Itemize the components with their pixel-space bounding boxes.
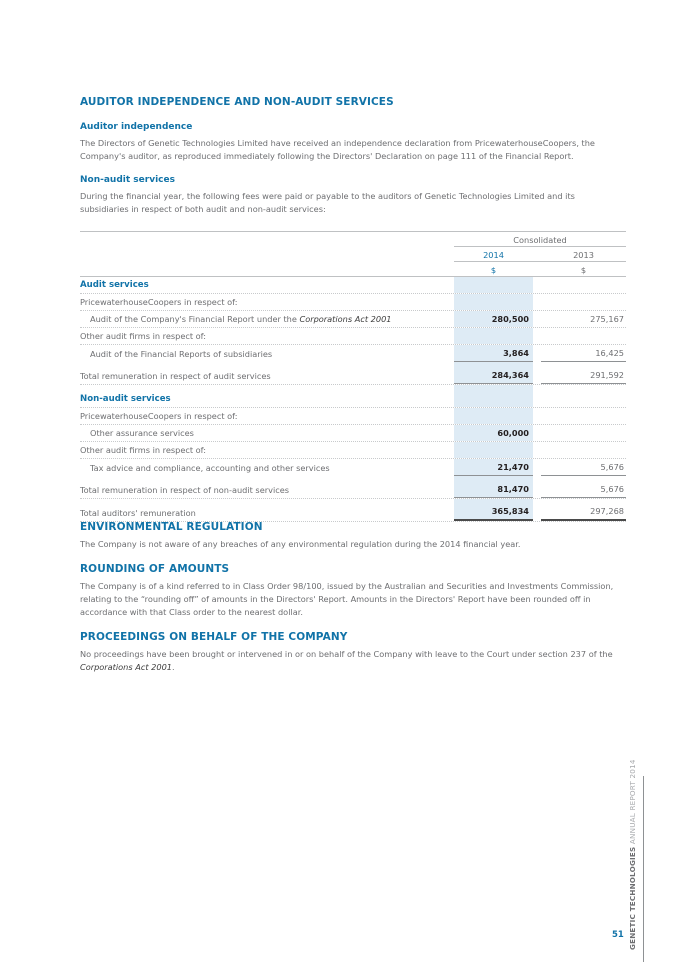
table-row-audit-services-heading bbox=[80, 277, 626, 294]
paragraph-rounding: The Company is of a kind referred to in Class Order 98/100, issued by the Australian and Securities and Investments Commission, relating to the “rounding off” of amounts in the Directors' Report. Amounts in the Directors' Report have been rounded off in accordance with that Class order to the nearest dollar. bbox=[80, 581, 614, 617]
row-label: Audit of the Financial Reports of subsidiaries bbox=[90, 349, 273, 359]
row-label: PricewaterhouseCoopers in respect of: bbox=[80, 297, 238, 307]
row-label: Other assurance services bbox=[90, 428, 194, 438]
table-unit-header bbox=[80, 262, 626, 277]
table-row bbox=[80, 328, 626, 345]
paragraph-non-audit-services: During the financial year, the following fees were paid or payable to the auditors of Genetic Technologies Limited and its subsidiaries in respect of both audit and non-audit services: bbox=[80, 191, 575, 214]
subheading-auditor-independence: Auditor independence bbox=[80, 122, 193, 132]
table-row bbox=[80, 442, 626, 459]
row-label: Total remuneration in respect of non-audit services bbox=[80, 485, 290, 495]
table-group-header bbox=[80, 232, 626, 247]
section-heading-rounding: ROUNDING OF AMOUNTS bbox=[80, 563, 230, 575]
unit-2013: $ bbox=[580, 265, 587, 275]
table-row bbox=[80, 425, 626, 442]
value-2014: 284,364 bbox=[491, 370, 529, 380]
year-2014-header: 2014 bbox=[483, 250, 504, 260]
auditor-fees-table bbox=[80, 231, 626, 522]
value-2014: 280,500 bbox=[491, 314, 529, 324]
value-2013: 5,676 bbox=[600, 462, 624, 472]
row-label: PricewaterhouseCoopers in respect of: bbox=[80, 411, 238, 421]
table-row-non-audit-services-heading bbox=[80, 391, 626, 408]
row-label: Audit of the Company's Financial Report under the Corporations Act 2001 bbox=[90, 314, 392, 324]
value-2013: 5,676 bbox=[600, 484, 624, 494]
table-row bbox=[80, 408, 626, 425]
section-heading-proceedings: PROCEEDINGS ON BEHALF OF THE COMPANY bbox=[80, 631, 348, 643]
paragraph-proceedings: No proceedings have been brought or intervened in or on behalf of the Company with leave to the Court under section 237 of the Corporations Act 2001. bbox=[80, 649, 613, 672]
table-row bbox=[80, 459, 626, 476]
value-2014: 21,470 bbox=[497, 462, 529, 472]
section-heading-auditor: AUDITOR INDEPENDENCE AND NON-AUDIT SERVICES bbox=[80, 96, 394, 108]
subheading-non-audit-services: Non-audit services bbox=[80, 175, 175, 185]
section-heading-environmental: ENVIRONMENTAL REGULATION bbox=[80, 521, 263, 533]
side-divider bbox=[643, 776, 644, 962]
table-row bbox=[80, 311, 626, 328]
consolidated-header: Consolidated bbox=[513, 235, 567, 245]
table-row-total-audit bbox=[80, 368, 626, 385]
value-2013: 16,425 bbox=[595, 348, 624, 358]
table-year-header bbox=[80, 247, 626, 262]
value-2014: 60,000 bbox=[497, 428, 529, 438]
row-label: Other audit firms in respect of: bbox=[80, 445, 207, 455]
row-label: Tax advice and compliance, accounting and other services bbox=[90, 463, 330, 473]
footer-company: GENETIC TECHNOLOGIES bbox=[628, 846, 637, 950]
value-2014: 365,834 bbox=[491, 506, 529, 516]
year-2013-header: 2013 bbox=[573, 250, 594, 260]
running-footer bbox=[628, 759, 637, 950]
value-2013: 275,167 bbox=[590, 314, 624, 324]
table-row bbox=[80, 345, 626, 362]
lower-sections bbox=[80, 520, 626, 674]
unit-2014: $ bbox=[490, 265, 497, 275]
row-label: Total auditors' remuneration bbox=[80, 508, 196, 518]
table-row-total-non-audit bbox=[80, 482, 626, 499]
value-2013: 297,268 bbox=[590, 506, 624, 516]
auditor-independence-section bbox=[80, 95, 626, 216]
table-row bbox=[80, 294, 626, 311]
value-2014: 3,864 bbox=[503, 348, 529, 358]
paragraph-environmental: The Company is not aware of any breaches of any environmental regulation during the 2014 financial year. bbox=[80, 539, 521, 549]
row-label: Other audit firms in respect of: bbox=[80, 331, 207, 341]
row-label: Non-audit services bbox=[80, 394, 171, 404]
row-label: Audit services bbox=[80, 280, 149, 290]
row-label: Total remuneration in respect of audit services bbox=[80, 371, 271, 381]
footer-report: ANNUAL REPORT 2014 bbox=[628, 759, 637, 845]
value-2014: 81,470 bbox=[497, 484, 529, 494]
value-2013: 291,592 bbox=[590, 370, 624, 380]
paragraph-auditor-independence: The Directors of Genetic Technologies Limited have received an independence declaration from PricewaterhouseCoopers, the Company's auditor, as reproduced immediately following the Directors' Declaration on page 111 of the Financial Report. bbox=[80, 138, 595, 161]
page-number: 51 bbox=[612, 930, 624, 940]
